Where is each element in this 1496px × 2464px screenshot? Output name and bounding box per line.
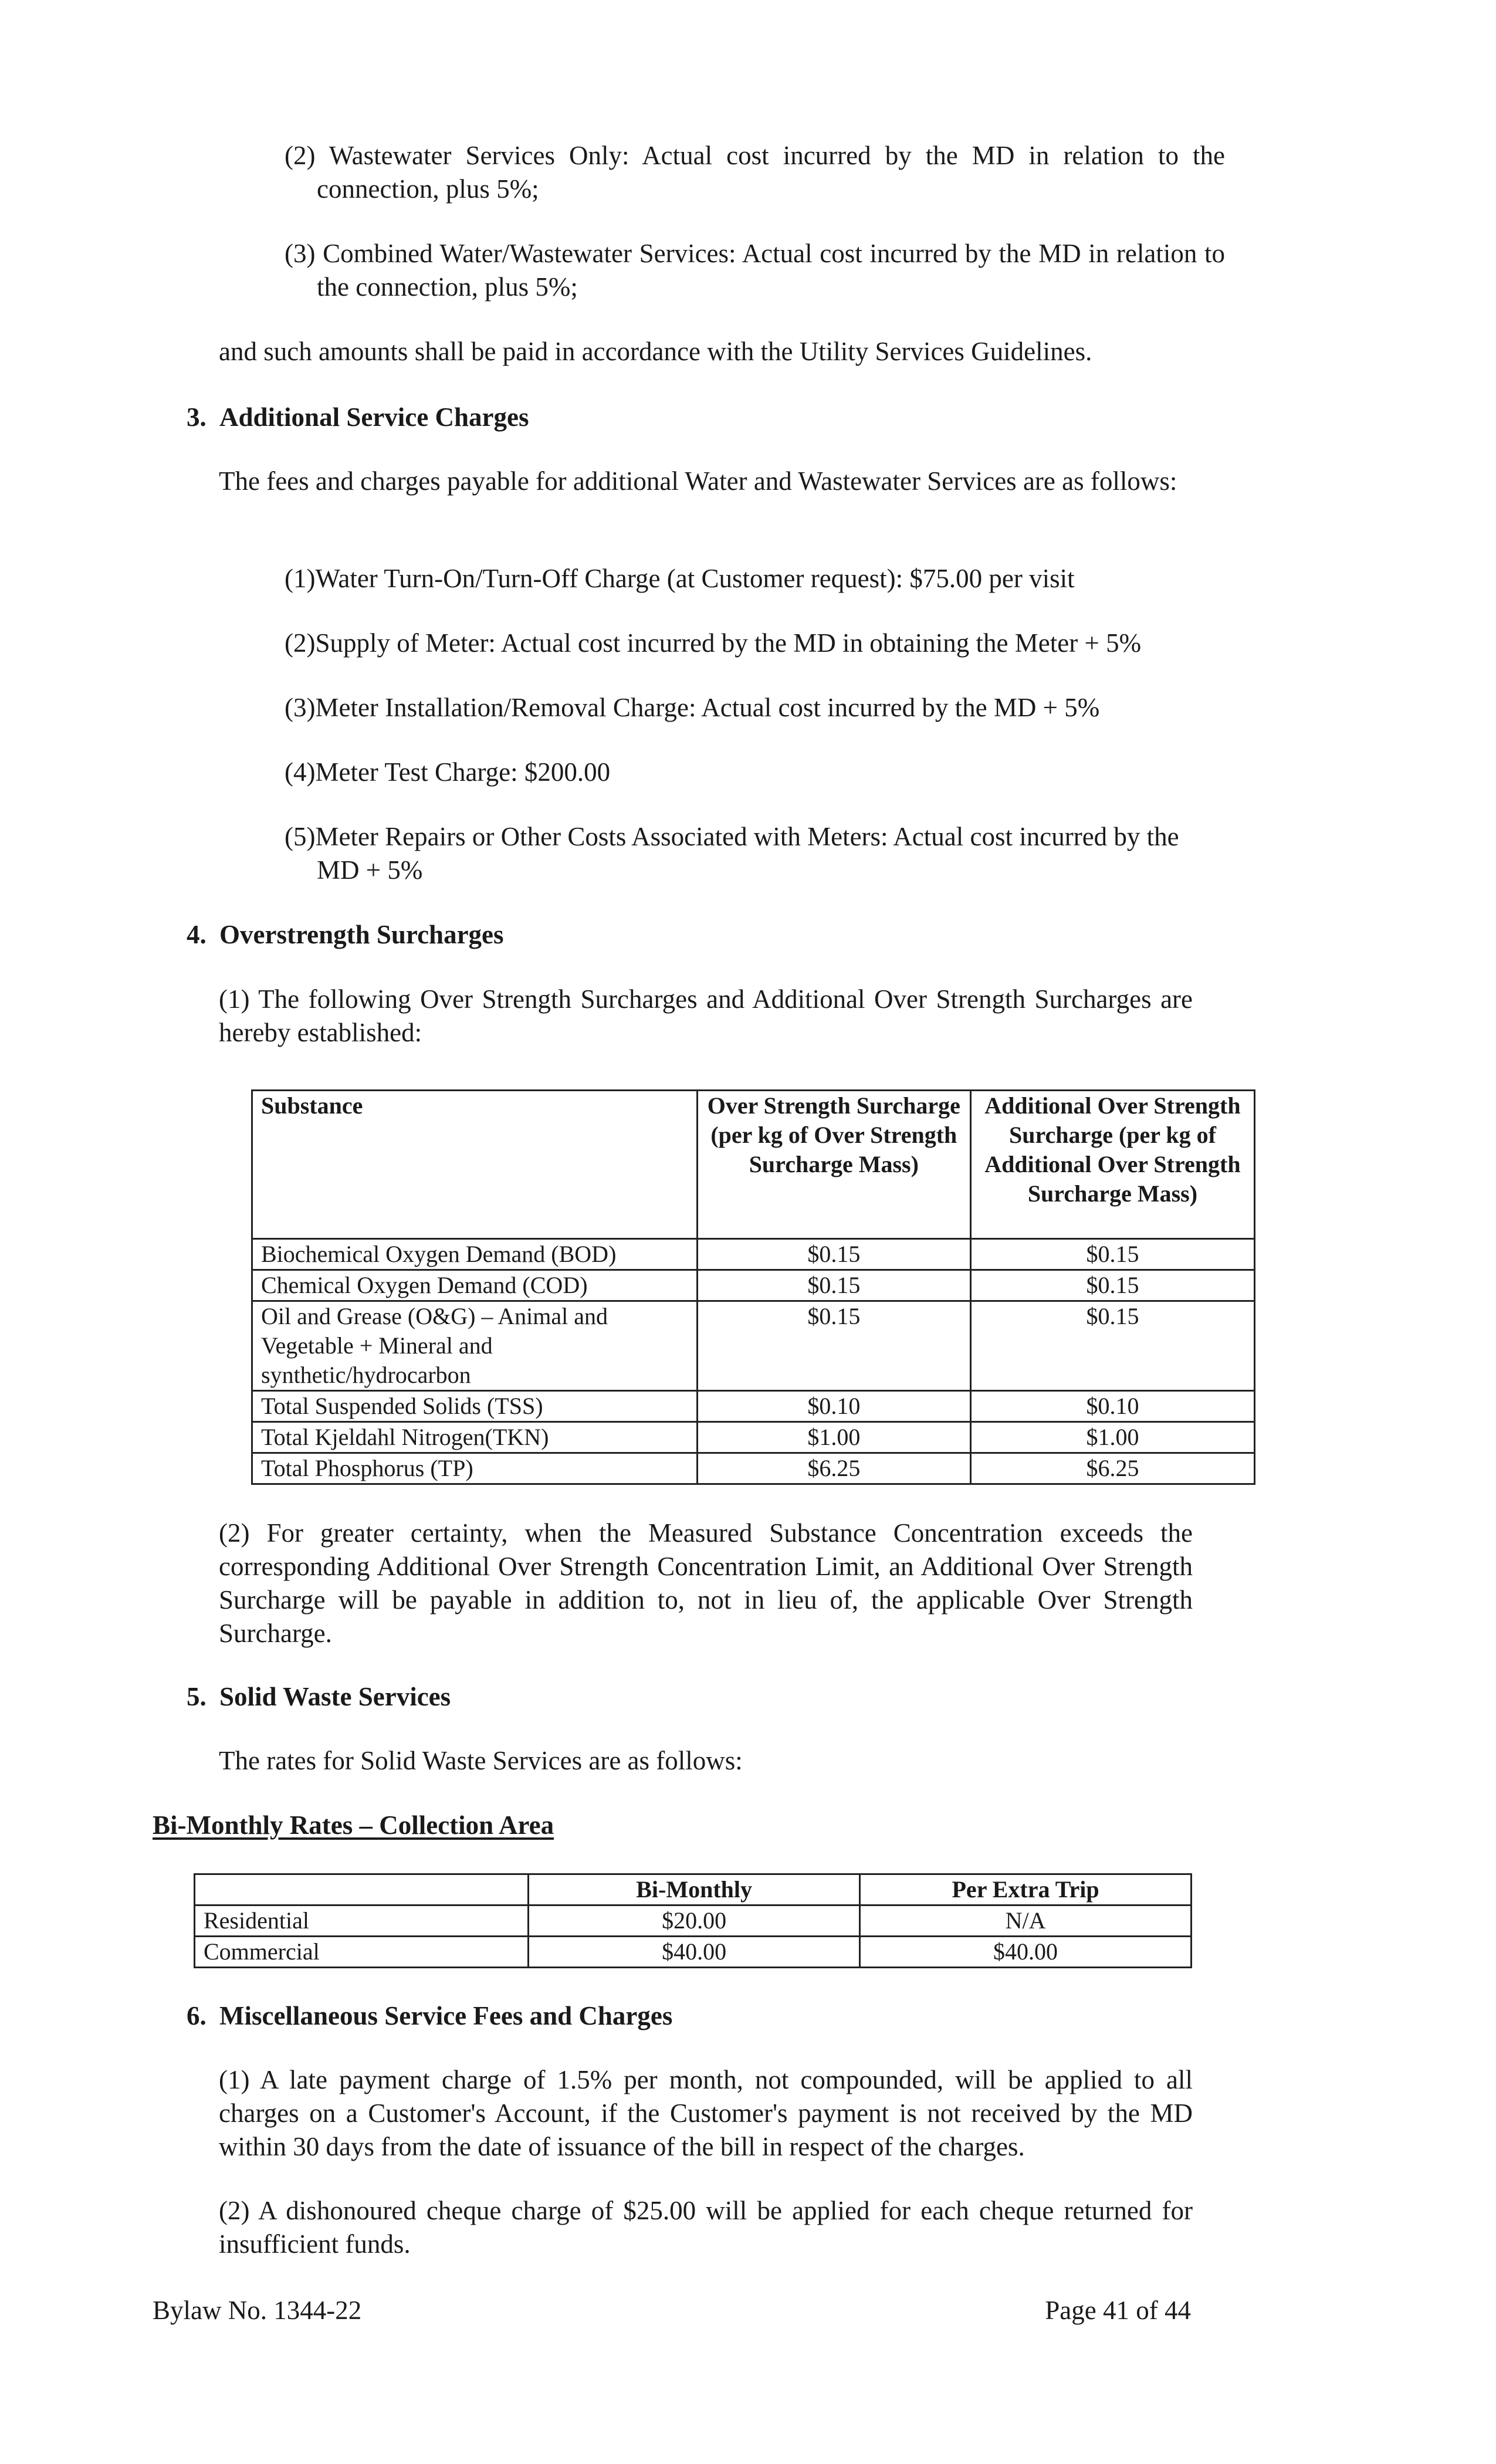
substance-cell: Biochemical Oxygen Demand (BOD)	[252, 1239, 698, 1270]
surcharge-cell: $0.15	[697, 1270, 970, 1301]
table-row	[195, 1905, 1192, 1937]
sec6-item-2: (2) A dishonoured cheque charge of $25.00 will be applied for each cheque returned for insufficient funds.	[219, 2196, 1193, 2259]
table-row	[252, 1422, 1255, 1453]
rates-header-row	[195, 1874, 1192, 1905]
table-row	[252, 1301, 1255, 1391]
section-5-heading	[187, 1680, 451, 1714]
sec2-closing: and such amounts shall be paid in accordance with the Utility Services Guidelines.	[219, 337, 1092, 366]
footer-page-number: Page 41 of 44	[1045, 2296, 1191, 2325]
surcharge-cell: $1.00	[697, 1422, 970, 1453]
substance-cell: Total Phosphorus (TP)	[252, 1453, 698, 1484]
sec3-item-3: (3)Meter Installation/Removal Charge: Actual cost incurred by the MD + 5%	[285, 693, 1100, 722]
overstrength-table	[251, 1089, 1255, 1485]
additional-surcharge-cell: $0.15	[970, 1270, 1254, 1301]
section-4-heading	[187, 918, 504, 952]
sec5-intro: The rates for Solid Waste Services are as follows:	[219, 1746, 743, 1775]
header-over-strength: Over Strength Surcharge (per kg of Over Strength Surcharge Mass)	[697, 1091, 970, 1239]
extra-trip-cell: $40.00	[860, 1937, 1192, 1968]
section-3-heading	[187, 401, 529, 434]
sec2-item-3: (3) Combined Water/Wastewater Services: Actual cost incurred by the MD in relation to the connection, plus 5%;	[285, 239, 1225, 302]
rate-type-cell: Residential	[195, 1905, 529, 1937]
sec3-item-1: (1)Water Turn-On/Turn-Off Charge (at Customer request): $75.00 per visit	[285, 564, 1075, 593]
additional-surcharge-cell: $0.15	[970, 1301, 1254, 1391]
bi-monthly-cell: $20.00	[529, 1905, 860, 1937]
section-6-title: Miscellaneous Service Fees and Charges	[219, 2001, 673, 2030]
table-row	[252, 1453, 1255, 1484]
substance-cell: Chemical Oxygen Demand (COD)	[252, 1270, 698, 1301]
additional-surcharge-cell: $1.00	[970, 1422, 1254, 1453]
section-3-number: 3.	[187, 402, 207, 432]
section-4-title: Overstrength Surcharges	[219, 920, 504, 949]
substance-cell: Total Suspended Solids (TSS)	[252, 1391, 698, 1422]
rate-type-cell: Commercial	[195, 1937, 529, 1968]
sec4-intro: (1) The following Over Strength Surcharges and Additional Over Strength Surcharges are hereby established:	[219, 984, 1193, 1047]
sec2-item-2: (2) Wastewater Services Only: Actual cost incurred by the MD in relation to the connection, plus 5%;	[285, 141, 1225, 204]
overstrength-header-row	[252, 1091, 1255, 1239]
section-6-heading	[187, 1999, 672, 2033]
section-4-number: 4.	[187, 920, 207, 949]
additional-surcharge-cell: $0.10	[970, 1391, 1254, 1422]
header-additional-over-strength: Additional Over Strength Surcharge (per kg of Additional Over Strength Surcharge Mass)	[970, 1091, 1254, 1239]
footer-bylaw-number: Bylaw No. 1344-22	[153, 2296, 362, 2325]
header-substance: Substance	[252, 1091, 698, 1239]
additional-surcharge-cell: $6.25	[970, 1453, 1254, 1484]
table-row	[252, 1391, 1255, 1422]
sec3-item-2: (2)Supply of Meter: Actual cost incurred by the MD in obtaining the Meter + 5%	[285, 628, 1142, 658]
table-row	[195, 1937, 1192, 1968]
surcharge-cell: $0.15	[697, 1239, 970, 1270]
substance-cell: Total Kjeldahl Nitrogen(TKN)	[252, 1422, 698, 1453]
section-6-number: 6.	[187, 2001, 207, 2030]
section-3-title: Additional Service Charges	[219, 402, 529, 432]
header-per-extra-trip: Per Extra Trip	[860, 1874, 1192, 1905]
extra-trip-cell: N/A	[860, 1905, 1192, 1937]
solid-waste-rates-table	[194, 1873, 1192, 1968]
bi-monthly-cell: $40.00	[529, 1937, 860, 1968]
sec3-intro: The fees and charges payable for additional Water and Wastewater Services are as follows:	[219, 466, 1177, 496]
sec3-item-4: (4)Meter Test Charge: $200.00	[285, 757, 611, 787]
table-row	[252, 1270, 1255, 1301]
surcharge-cell: $6.25	[697, 1453, 970, 1484]
section-5-number: 5.	[187, 1682, 207, 1711]
sec4-note: (2) For greater certainty, when the Measured Substance Concentration exceeds the corresponding Additional Over Strength Concentration Limit, an Additional Over Strength Surcharge will be payable in addition to, not in lieu of, the applicable Over Strength Surcharge.	[219, 1518, 1193, 1648]
header-bi-monthly: Bi-Monthly	[529, 1874, 860, 1905]
header-blank	[195, 1874, 529, 1905]
sec3-item-5: (5)Meter Repairs or Other Costs Associated with Meters: Actual cost incurred by the MD + 5%	[285, 822, 1179, 885]
surcharge-cell: $0.15	[697, 1301, 970, 1391]
table-row	[252, 1239, 1255, 1270]
sec6-item-1: (1) A late payment charge of 1.5% per month, not compounded, will be applied to all charges on a Customer's Account, if the Customer's payment is not received by the MD within 30 days from the date of issuance of the bill in respect of the charges.	[219, 2065, 1193, 2161]
section-5-title: Solid Waste Services	[219, 1682, 451, 1711]
surcharge-cell: $0.10	[697, 1391, 970, 1422]
substance-cell: Oil and Grease (O&G) – Animal and Vegetable + Mineral and synthetic/hydrocarbon	[252, 1301, 698, 1391]
bi-monthly-rates-heading: Bi-Monthly Rates – Collection Area	[153, 1810, 554, 1840]
additional-surcharge-cell: $0.15	[970, 1239, 1254, 1270]
